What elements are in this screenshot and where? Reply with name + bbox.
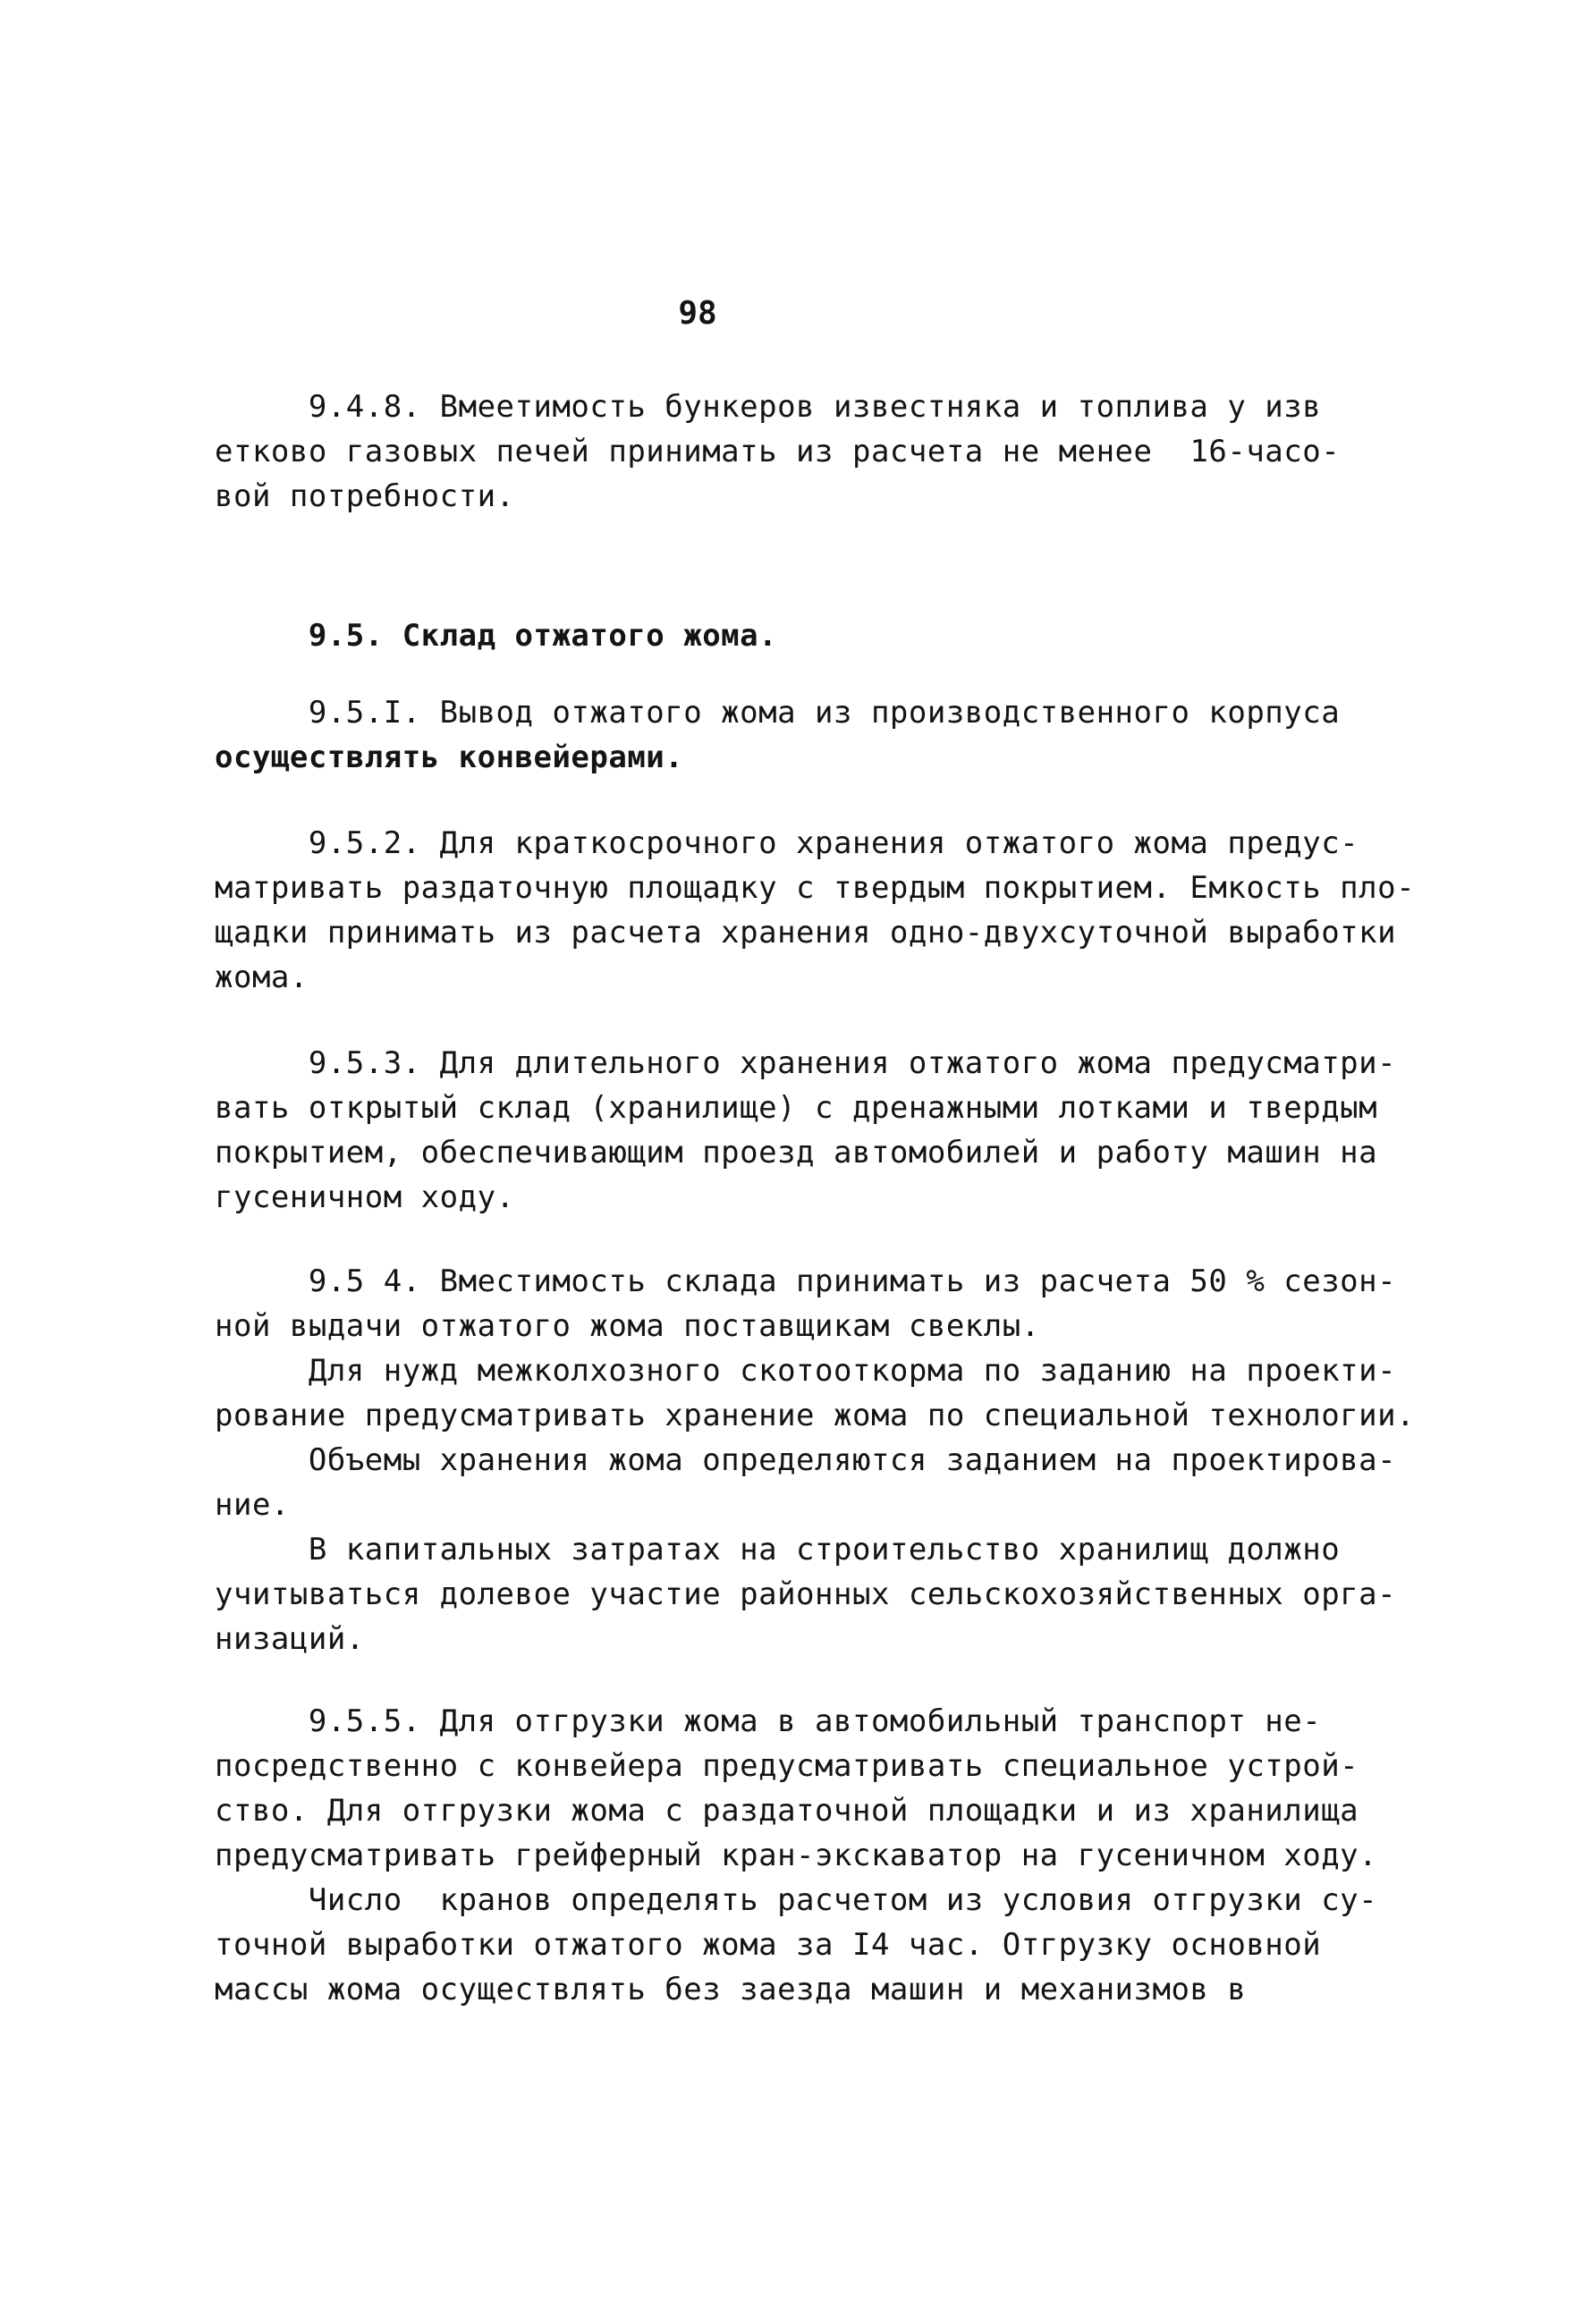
text-line: гусеничном ходу. — [215, 1179, 515, 1215]
text-line: рование предусматривать хранение жома по специальной технологии. — [215, 1398, 1416, 1433]
text-line: 9.5 4. Вместимость склада принимать из расчета 50 % сезон- — [215, 1263, 1397, 1299]
paragraph-9-4-8 — [215, 385, 1341, 519]
paragraph-9-5-1 — [215, 690, 1341, 780]
paragraph-9-5-3 — [215, 1041, 1397, 1220]
paragraph-9-5-5 — [215, 1699, 1378, 2012]
text-line: етково газовых печей принимать из расчета не менее 16-часо- — [215, 434, 1341, 469]
text-line: Число кранов определять расчетом из условия отгрузки су- — [215, 1882, 1378, 1918]
text-line: низаций. — [215, 1621, 365, 1657]
page-number: 98 — [678, 295, 717, 332]
text-line: 9.5.3. Для длительного хранения отжатого жома предусматри- — [215, 1045, 1397, 1081]
paragraph-9-5-4 — [215, 1259, 1416, 1661]
text-line: 9.4.8. Вмеетимость бункеров известняка и топлива у изв — [215, 389, 1322, 425]
text-line: 9.5.I. Вывод отжатого жома из производственного корпуса — [215, 695, 1341, 731]
text-line: Для нужд межколхозного скотооткорма по заданию на проекти- — [215, 1353, 1397, 1389]
text-line: ние. — [215, 1487, 290, 1523]
text-line: осуществлять конвейерами. — [215, 739, 684, 775]
paragraph-9-5-2 — [215, 821, 1416, 1000]
text-line: В капитальных затратах на строительство хранилищ должно — [215, 1532, 1341, 1568]
text-line: вой потребности. — [215, 478, 515, 514]
text-line: матривать раздаточную площадку с твердым покрытием. Емкость пло- — [215, 870, 1416, 906]
text-line: учитываться долевое участие районных сельскохозяйственных орга- — [215, 1576, 1397, 1612]
text-line: 9.5.5. Для отгрузки жома в автомобильный транспорт не- — [215, 1703, 1322, 1739]
text-line: вать открытый склад (хранилище) с дренажными лотками и твердым — [215, 1090, 1378, 1126]
text-line: покрытием, обеспечивающим проезд автомобилей и работу машин на — [215, 1135, 1378, 1170]
text-line: жома. — [215, 959, 309, 995]
text-line: Объемы хранения жома определяются заданием на проектирова- — [215, 1442, 1397, 1478]
text-line: щадки принимать из расчета хранения одно-двухсуточной выработки — [215, 915, 1397, 951]
text-line: ной выдачи отжатого жома поставщикам свеклы. — [215, 1308, 1040, 1344]
text-line: точной выработки отжатого жома за I4 час. Отгрузку основной — [215, 1927, 1322, 1963]
section-heading: 9.5. Склад отжатого жома. — [215, 618, 778, 654]
text-line: предусматривать грейферный кран-экскаватор на гусеничном ходу. — [215, 1838, 1378, 1873]
text-line: ство. Для отгрузки жома с раздаточной площадки и из хранилища — [215, 1793, 1359, 1829]
text-line: массы жома осуществлять без заезда машин и механизмов в — [215, 1972, 1247, 2007]
text-line: 9.5.2. Для краткосрочного хранения отжатого жома предус- — [215, 825, 1359, 861]
text-line: посредственно с конвейера предусматривать специальное устрой- — [215, 1748, 1359, 1784]
section-heading-9-5 — [215, 613, 1324, 658]
